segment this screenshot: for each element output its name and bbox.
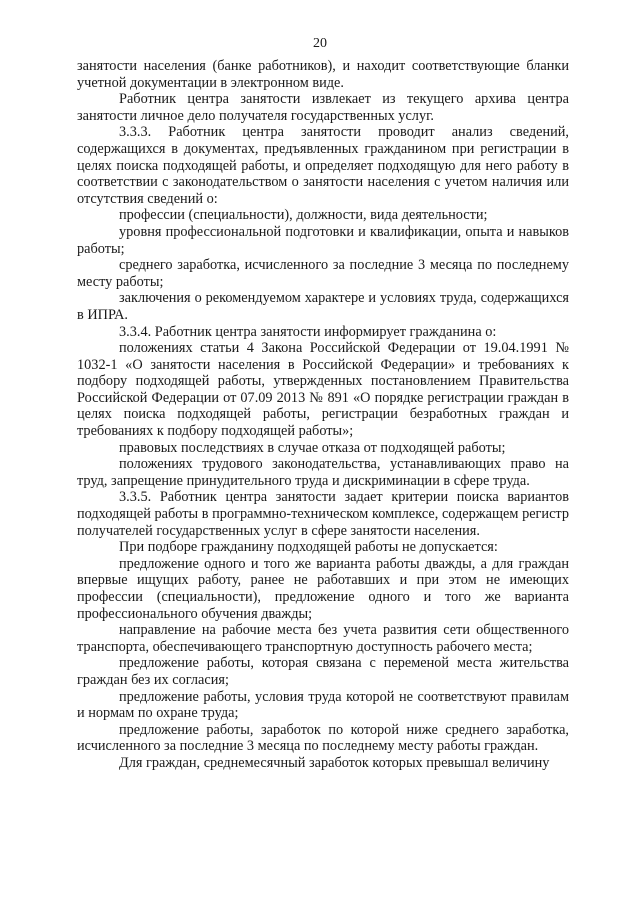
paragraph-clause-3-3-4: 3.3.4. Работник центра занятости информирует гражданина о: (119, 323, 497, 340)
paragraph-continuation: занятости населения (банке работников), и находит соответствующие бланки учетной документации в электронном виде. (77, 58, 569, 91)
paragraph-list-item: предложение работы, заработок по которой ниже среднего заработка, исчисленного за последние 3 месяца по последнему месту работы граждан. (77, 721, 569, 755)
paragraph-list-item: уровня профессиональной подготовки и квалификации, опыта и навыков работы; (77, 223, 569, 257)
document-body (77, 58, 569, 772)
paragraph: Работник центра занятости извлекает из текущего архива центра занятости личное дело получателя государственных услуг. (77, 91, 569, 124)
paragraph-list-item: среднего заработка, исчисленного за последние 3 месяца по последнему месту работы; (77, 257, 569, 290)
paragraph-list-item: заключения о рекомендуемом характере и условиях труда, содержащихся в ИПРА. (77, 290, 569, 323)
paragraph-list-item: профессии (специальности), должности, вида деятельности; (119, 207, 488, 224)
paragraph-list-item: положениях статьи 4 Закона Российской Федерации от 19.04.1991 № 1032-1 «О занятости населения в Российской Федерации» и требованиях к подбору подходящей работы, утвержденных постановлением Правительства Российской Федерации от 07.09 2013 № 891 «О порядке регистрации граждан в целях поиска подходящей работы, регистрации безработных граждан и требованиях к подбору подходящей работы»; (77, 340, 569, 440)
paragraph-list-item: положениях трудового законодательства, устанавливающих право на труд, запрещение принудительного труда и дискриминации в сфере труда. (77, 456, 569, 489)
paragraph-list-item: направление на рабочие места без учета развития сети общественного транспорта, обеспечивающего транспортную доступность рабочего места; (77, 622, 569, 655)
paragraph-list-item: правовых последствиях в случае отказа от подходящей работы; (119, 439, 506, 456)
paragraph: При подборе гражданину подходящей работы не допускается: (119, 539, 498, 556)
page-number: 20 (313, 36, 327, 51)
paragraph-clause-3-3-3: 3.3.3. Работник центра занятости проводит анализ сведений, содержащихся в документах, предъявленных гражданином при регистрации в целях поиска подходящей работы, и определяет подходящую для него работу в соответствии с законодательством о занятости населения с учетом наличия или отсутствия сведений о: (77, 124, 569, 207)
paragraph-list-item: предложение одного и того же варианта работы дважды, а для граждан впервые ищущих работу, ранее не работавших и при этом не имеющих профессии (специальности), предложение одного и того же варианта профессионального обучения дважды; (77, 555, 569, 622)
paragraph: Для граждан, среднемесячный заработок которых превышал величину (119, 754, 550, 771)
paragraph-list-item: предложение работы, условия труда которой не соответствуют правилам и нормам по охране труда; (77, 688, 569, 722)
paragraph-clause-3-3-5: 3.3.5. Работник центра занятости задает критерии поиска вариантов подходящей работы в программно-техническом комплексе, содержащем регистр получателей государственных услуг в сфере занятости населения. (77, 489, 569, 539)
paragraph-list-item: предложение работы, которая связана с переменой места жительства граждан без их согласия; (77, 655, 569, 688)
